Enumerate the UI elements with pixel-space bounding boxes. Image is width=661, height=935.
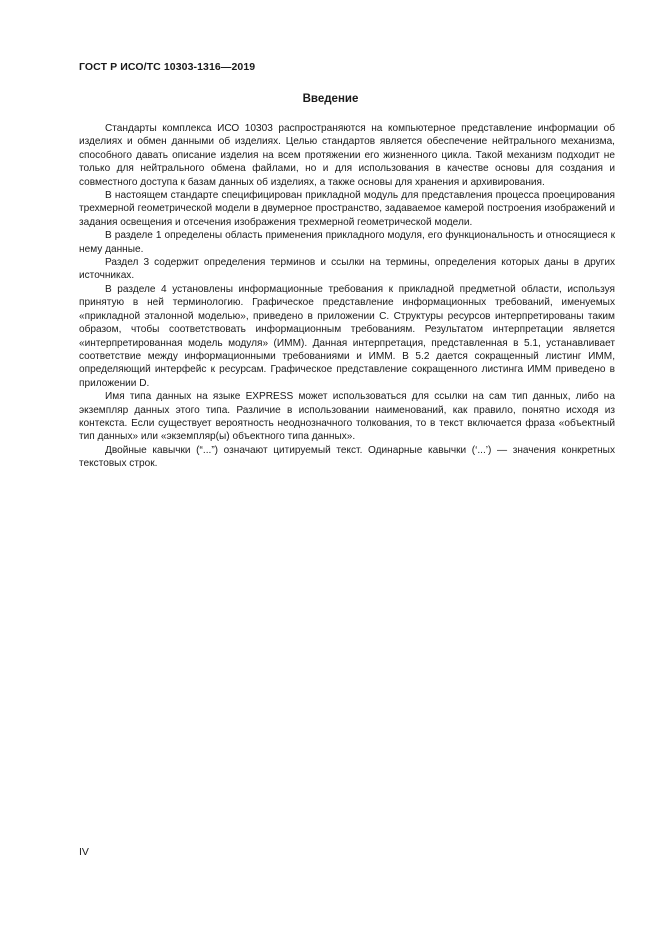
paragraph-4: Раздел 3 содержит определения терминов и ссылки на термины, определения которых даны в других источниках. (79, 257, 615, 282)
section-title: Введение (302, 93, 359, 105)
paragraph-3: В разделе 1 определены область применения прикладного модуля, его функциональность и относящиеся к нему данные. (79, 230, 615, 255)
body-text (79, 122, 615, 471)
document-code-header: ГОСТ Р ИСО/ТС 10303-1316—2019 (79, 61, 256, 73)
paragraph-2: В настоящем стандарте специфицирован прикладной модуль для представления процесса проецирования трехмерной геометрической модели в двумерное пространство, задаваемое камерой построения изображений и задания освещения и отсечения изображения трехмерной геометрической модели. (79, 190, 615, 228)
paragraph-5: В разделе 4 установлены информационные требования к прикладной предметной области, используя принятую в ней терминологию. Графическое представление информационных требований, именуемых «прикладной эталонной моделью», приведено в приложении С. Структуры ресурсов интерпретированы таким образом, чтобы соответствовать информационным требованиям. Результатом интерпретации является «интерпретированная модель модуля» (ИММ). Данная интерпретация, представленная в 5.1, устанавливает соответствие между информационными требованиями и ИММ. В 5.2 дается сокращенный листинг ИММ, определяющий интерфейс к ресурсам. Графическое представление сокращенного листинга ИММ приведено в приложении D. (79, 283, 615, 389)
paragraph-6: Имя типа данных на языке EXPRESS может использоваться для ссылки на сам тип данных, либо на экземпляр данных этого типа. Различие в использовании наименований, как правило, понятно исходя из контекста. Если существует вероятность неоднозначного толкования, то в текст включается фраза «объектный тип данных» или «экземпляр(ы) объектного типа данных». (79, 391, 615, 443)
paragraph-7: Двойные кавычки (“...”) означают цитируемый текст. Одинарные кавычки (‘...’) — значения конкретных текстовых строк. (79, 444, 615, 470)
paragraph-1: Стандарты комплекса ИСО 10303 распространяются на компьютерное представление информации об изделиях и обмен данными об изделиях. Целью стандартов является обеспечение нейтрального механизма, способного давать описание изделия на всем протяжении его жизненного цикла. Такой механизм подходит не только для нейтрального обмена файлами, но и для использования в качестве основы для создания и совместного доступа к базам данных об изделиях, а также основы для хранения и архивирования. (79, 123, 615, 188)
page-number: IV (79, 846, 89, 858)
